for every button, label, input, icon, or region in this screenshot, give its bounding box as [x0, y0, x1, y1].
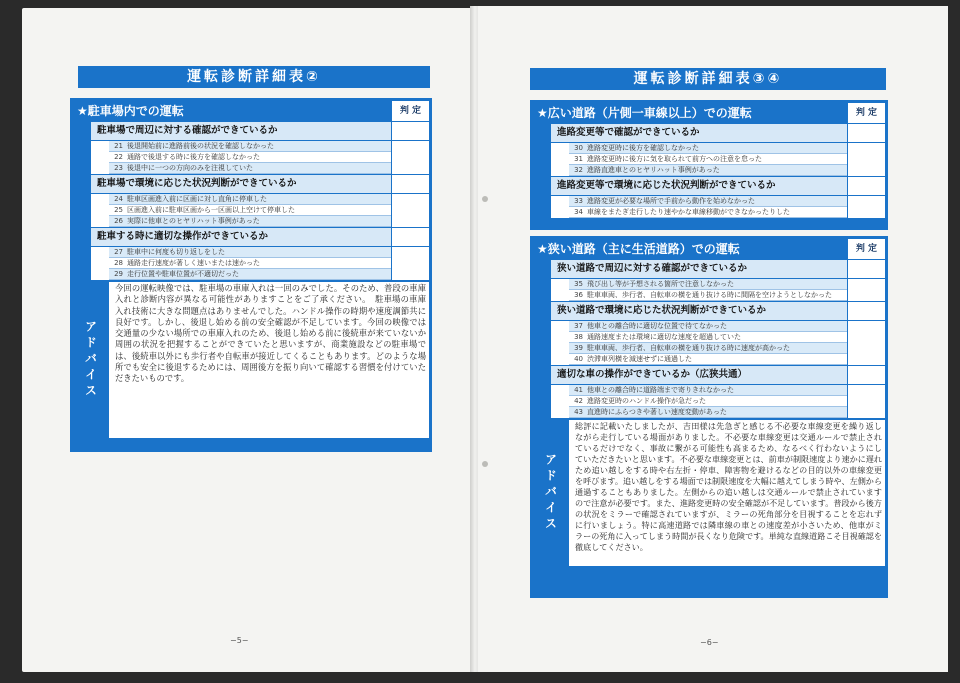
judge-cell[interactable] [391, 216, 429, 227]
item-number: 31 [574, 155, 583, 163]
section-title: ★駐車場内での運転 [77, 104, 184, 118]
page-number: −5− [230, 636, 249, 645]
category-title: 駐車する時に適切な操作ができているか [97, 231, 269, 242]
section-title: ★広い道路（片側一車線以上）での運転 [537, 106, 752, 120]
item-text: 進路変更が必要な場所で手前から動作を始めなかった [587, 197, 755, 205]
item-number: 24 [114, 195, 123, 203]
category-header [91, 121, 429, 141]
binding-hole [482, 461, 488, 467]
judge-cell[interactable] [391, 258, 429, 269]
checklist-item [91, 269, 429, 280]
checklist-item [91, 152, 429, 163]
judge-cell[interactable] [847, 354, 885, 365]
item-number: 21 [114, 142, 123, 150]
section-header [533, 103, 885, 123]
judge-cell[interactable] [847, 302, 885, 320]
category-block [91, 121, 429, 280]
item-number: 22 [114, 153, 123, 161]
item-text: 他車との離合時に道路端まで寄りきれなかった [587, 386, 734, 394]
judge-cell[interactable] [847, 290, 885, 301]
checklist-item [91, 205, 429, 216]
judge-cell[interactable] [847, 343, 885, 354]
judge-cell[interactable] [847, 279, 885, 290]
judge-cell[interactable] [391, 141, 429, 152]
judge-cell[interactable] [391, 205, 429, 216]
checklist-item [551, 407, 885, 418]
judge-cell[interactable] [391, 163, 429, 174]
category-title: 適切な車の操作ができているか（広狭共通） [557, 369, 748, 380]
category-title: 進路変更等で確認ができているか [557, 127, 700, 138]
checklist-item [551, 354, 885, 365]
item-text: 通路で後退する時に後方を確認しなかった [127, 153, 260, 161]
judge-cell[interactable] [847, 385, 885, 396]
judge-cell[interactable] [847, 177, 885, 195]
category-header [91, 174, 429, 194]
judge-cell[interactable] [847, 207, 885, 218]
item-number: 43 [574, 408, 583, 416]
item-number: 39 [574, 344, 583, 352]
advice-block [533, 418, 885, 566]
page-number: −6− [700, 638, 719, 647]
left-page [22, 8, 474, 672]
item-number: 26 [114, 217, 123, 225]
category-title: 駐車場で周辺に対する確認ができているか [97, 125, 278, 136]
category-header [551, 123, 885, 143]
item-number: 32 [574, 166, 583, 174]
judge-cell[interactable] [391, 152, 429, 163]
judge-header: 判 定 [847, 239, 885, 259]
checklist-item [91, 163, 429, 174]
item-text: 駐車区画進入前に区画に対し直角に停車した [127, 195, 267, 203]
item-number: 29 [114, 270, 123, 278]
checklist-item [551, 154, 885, 165]
category-block [551, 259, 885, 418]
judge-cell[interactable] [391, 247, 429, 258]
item-number: 42 [574, 397, 583, 405]
right-page [478, 6, 948, 672]
judge-header: 判 定 [847, 103, 885, 123]
checklist-item [551, 343, 885, 354]
advice-text: 今回の運転映像では、駐車場の車庫入れは一回のみでした。そのため、普段の車庫入れと診断内容が異なる可能性がありますことをご了承ください。 駐車場の車庫入れ技術に大きな問題点はありませんでした。ハンドル操作の時期や速度調節共に良好です。しかし、後退し始める前の安全確認が不足しています。今回の映像では交通量の少ない場所での車庫入れのため、後退し始める前に後続車が来ていないか周囲の状況を把握することができていたと思いますが、商業施設などの駐車場では、後続車以外にも歩行者や自転車が接近してくることもあります。どのような場所でも安全に後退するためには、周囲後方を振り向いて確認する習慣を付けていただきたいものです。 [115, 283, 426, 384]
category-header [91, 227, 429, 247]
judge-cell[interactable] [391, 175, 429, 193]
item-text: 渋滞車列横を減速せずに通過した [587, 355, 692, 363]
checklist-item [551, 207, 885, 218]
checklist-item [551, 290, 885, 301]
category-header [551, 365, 885, 385]
item-text: 後退中に一つの方向のみを注視していた [127, 164, 253, 172]
section-parking [70, 98, 432, 452]
item-number: 27 [114, 248, 123, 256]
item-number: 34 [574, 208, 583, 216]
judge-cell[interactable] [847, 154, 885, 165]
item-number: 30 [574, 144, 583, 152]
category-title: 狭い道路で周辺に対する確認ができているか [557, 263, 748, 274]
item-text: 進路変更時に後方を確認しなかった [587, 144, 699, 152]
item-text: 進路変更時に後方に気を取られて前方への注意を怠った [587, 155, 762, 163]
advice-label: アドバイス [533, 420, 569, 566]
checklist-item [551, 196, 885, 207]
judge-cell[interactable] [847, 396, 885, 407]
judge-cell[interactable] [391, 228, 429, 246]
judge-cell[interactable] [847, 196, 885, 207]
category-header [551, 259, 885, 279]
checklist-item [91, 247, 429, 258]
item-text: 駐車中に何度も切り返しをした [127, 248, 225, 256]
category-title: 進路変更等で環境に応じた状況判断ができているか [557, 180, 776, 191]
item-text: 実際に他車とのヒヤリハット事例があった [127, 217, 260, 225]
checklist-item [551, 143, 885, 154]
judge-cell[interactable] [847, 260, 885, 278]
category-title: 駐車場で環境に応じた状況判断ができているか [97, 178, 297, 189]
advice-block [73, 280, 429, 438]
advice-label: アドバイス [73, 282, 109, 438]
judge-header: 判 定 [391, 101, 429, 121]
section-header [533, 239, 885, 259]
item-number: 41 [574, 386, 583, 394]
page-title: 運転診断詳細表② [78, 66, 430, 88]
item-text: 通路速度または環境に適切な速度を超過していた [587, 333, 741, 341]
category-title: 狭い道路で環境に応じた状況判断ができているか [557, 305, 767, 316]
section-wide-road [530, 100, 888, 230]
checklist-item [551, 396, 885, 407]
item-text: 進路変更時のハンドル操作が急だった [587, 397, 706, 405]
category-header [551, 176, 885, 196]
item-text: 飛び出し等が予想される箇所で注意しなかった [587, 280, 734, 288]
category-block [551, 123, 885, 218]
item-text: 進路直進車とのヒヤリハット事例があった [587, 166, 720, 174]
item-number: 37 [574, 322, 583, 330]
item-text: 通路走行速度が著しく速いまたは速かった [127, 259, 260, 267]
checklist-item [91, 141, 429, 152]
checklist-item [551, 279, 885, 290]
section-narrow-road [530, 236, 888, 598]
judge-cell[interactable] [391, 269, 429, 280]
item-text: 他車との離合時に適切な位置で待てなかった [587, 322, 727, 330]
judge-cell[interactable] [847, 407, 885, 418]
category-header [551, 301, 885, 321]
checklist-item [551, 385, 885, 396]
item-text: 区画進入前に駐車区画から一区画以上空けて停車した [127, 206, 295, 214]
checklist-item [551, 332, 885, 343]
checklist-item [91, 258, 429, 269]
item-text: 走行位置や駐車位置が不適切だった [127, 270, 239, 278]
judge-cell[interactable] [847, 124, 885, 142]
judge-cell[interactable] [391, 194, 429, 205]
item-text: 駐車車両、歩行者、自転車の横を通り抜ける時に速度が高かった [587, 344, 790, 352]
checklist-item [91, 216, 429, 227]
judge-cell[interactable] [847, 332, 885, 343]
judge-cell[interactable] [847, 165, 885, 176]
item-text: 駐車車両、歩行者、自転車の横を通り抜ける時に間隔を空けようとしなかった [587, 291, 832, 299]
item-text: 後退開始前に進路前後の状況を確認しなかった [127, 142, 274, 150]
item-number: 28 [114, 259, 123, 267]
item-text: 直進時にふらつきや著しい速度変動があった [587, 408, 727, 416]
item-number: 38 [574, 333, 583, 341]
item-number: 36 [574, 291, 583, 299]
item-number: 33 [574, 197, 583, 205]
checklist-item [91, 194, 429, 205]
item-number: 25 [114, 206, 123, 214]
checklist-item [551, 321, 885, 332]
advice-text: 総評に記載いたしましたが、吉田様は先急ぎと感じる不必要な車線変更を繰り返しながら走行している場面がありました。不必要な車線変更は交通ルールで禁止されているだけでなく、事故に繋がる可能性も高まるため、なるべく行わないようにしていただきたいと思います。不必要な車線変更とは、前車が制限速度より速かに遅れため追い越しをする時や右左折・停車、障害物を避けるなどの目的以外の車線変更を呼びます。追い越しをする場面では制限速度を大幅に越えてしまう時や、左側から通過することもありました。左側からの追い越しは交通ルールで禁止されていますので注意が必要です。また、進路変更時の安全確認が不足しています。普段から後方の状況をミラーで確認されていますが、ミラーの死角部分を目視することを忘れずに行いましょう。特に高速道路では隣車線の車との速度差が小さいため、他車がミラーの死角に入ってしまう時間が長くなり危険です。単純な直線道路こそ目視確認を徹底してください。 [575, 421, 882, 552]
checklist-item [551, 165, 885, 176]
item-number: 40 [574, 355, 583, 363]
item-number: 23 [114, 164, 123, 172]
judge-cell[interactable] [847, 143, 885, 154]
section-title: ★狭い道路（主に生活道路）での運転 [537, 242, 740, 256]
page-title: 運転診断詳細表③④ [530, 68, 886, 90]
section-header [73, 101, 429, 121]
item-text: 車線をまたぎ走行したり速やかな車線移動ができなかったりした [587, 208, 790, 216]
binding-hole [482, 196, 488, 202]
judge-cell[interactable] [847, 366, 885, 384]
item-number: 35 [574, 280, 583, 288]
judge-cell[interactable] [391, 122, 429, 140]
judge-cell[interactable] [847, 321, 885, 332]
